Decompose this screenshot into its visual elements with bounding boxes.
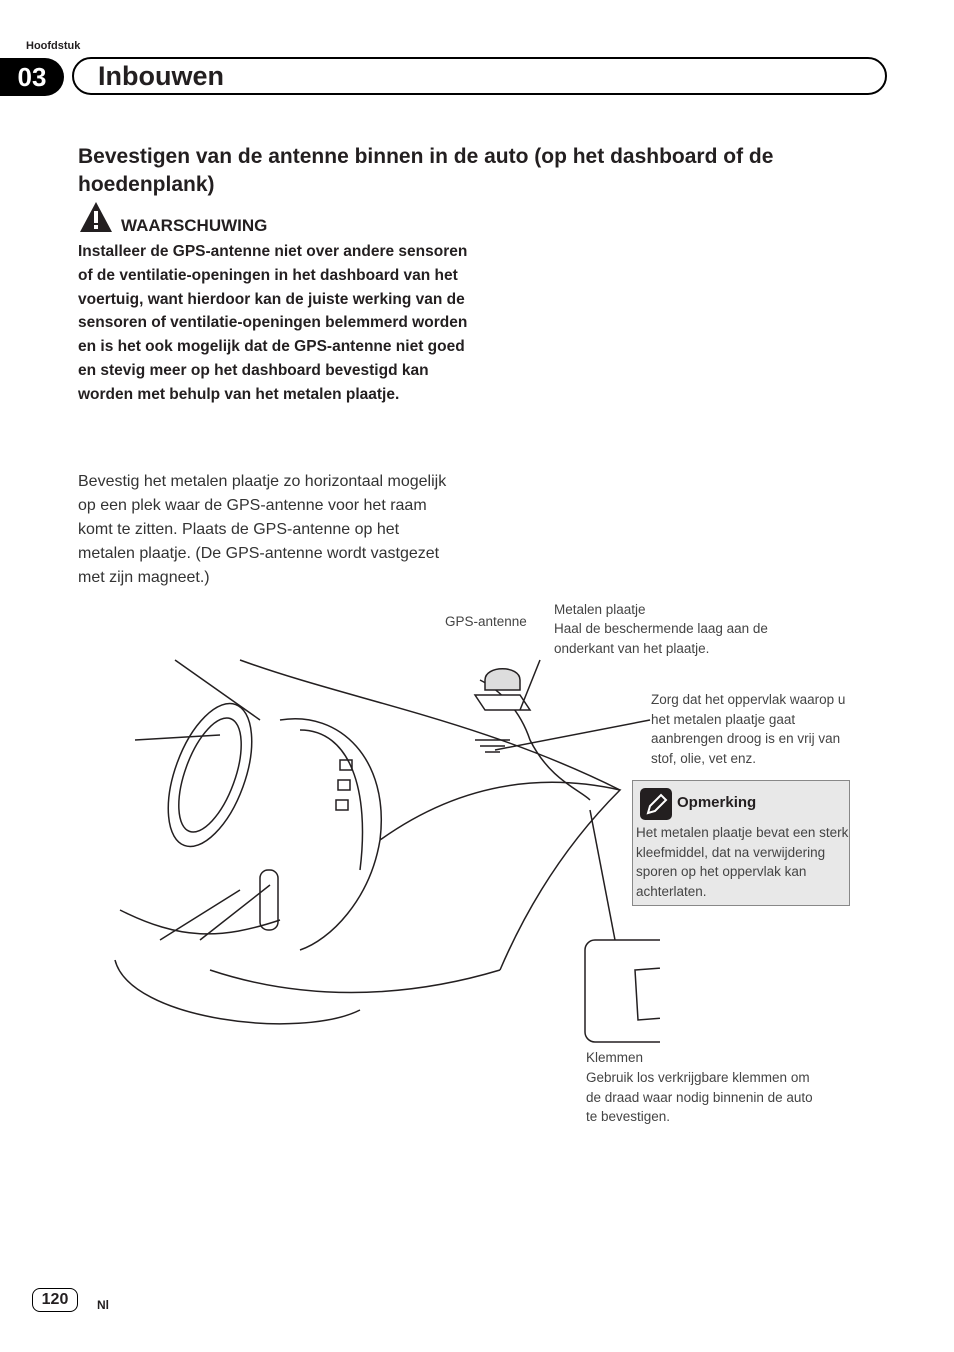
note-title: Opmerking	[677, 794, 757, 811]
body-text: Bevestig het metalen plaatje zo horizontaal mogelijk op een plek waar de GPS-antenne voor het raam komt te zitten. Plaats de GPS-antenne op het metalen plaatje. (De GPS-antenne wordt vastgezet met zijn magneet.)	[78, 473, 447, 586]
chapter-number: 03	[0, 58, 64, 96]
surface-caption: Zorg dat het oppervlak waarop u het metalen plaatje gaat aanbrengen droog is en vrij van stof, olie, vet enz.	[651, 692, 846, 766]
section-title: Bevestigen van de antenne binnen in de auto (op het dashboard of de hoedenplank)	[78, 145, 774, 196]
note-text: Het metalen plaatje bevat een sterk kleefmiddel, dat na verwijdering sporen op het oppervlak kan achterlaten.	[636, 825, 849, 899]
language-code: Nl	[97, 1298, 109, 1312]
gps-antenna-caption: GPS-antenne	[445, 614, 527, 629]
car-interior-illustration	[100, 640, 660, 1060]
clamps-title: Klemmen	[586, 1050, 644, 1065]
pencil-icon	[640, 788, 672, 820]
warning-label: WAARSCHUWING	[121, 216, 268, 235]
page-number: 120	[32, 1288, 78, 1312]
metal-plate-caption: Haal de beschermende laag aan de onderkant van het plaatje.	[554, 621, 768, 656]
chapter-title: Inbouwen	[72, 57, 887, 95]
clamps-caption: Gebruik los verkrijgbare klemmen om de draad waar nodig binnenin de auto te bevestigen.	[586, 1070, 813, 1124]
chapter-label: Hoofdstuk	[26, 40, 81, 52]
warning-text: Installeer de GPS-antenne niet over andere sensoren of de ventilatie-openingen in het dashboard van het voertuig, want hierdoor kan de juiste werking van de sensoren of ventilatie-openingen belemmerd worden en is het ook mogelijk dat de GPS-antenne niet goed en stevig meer op het dashboard bevestigd kan worden met behulp van het metalen plaatje.	[78, 243, 468, 403]
metal-plate-title: Metalen plaatje	[554, 602, 646, 617]
warning-icon	[78, 200, 114, 234]
